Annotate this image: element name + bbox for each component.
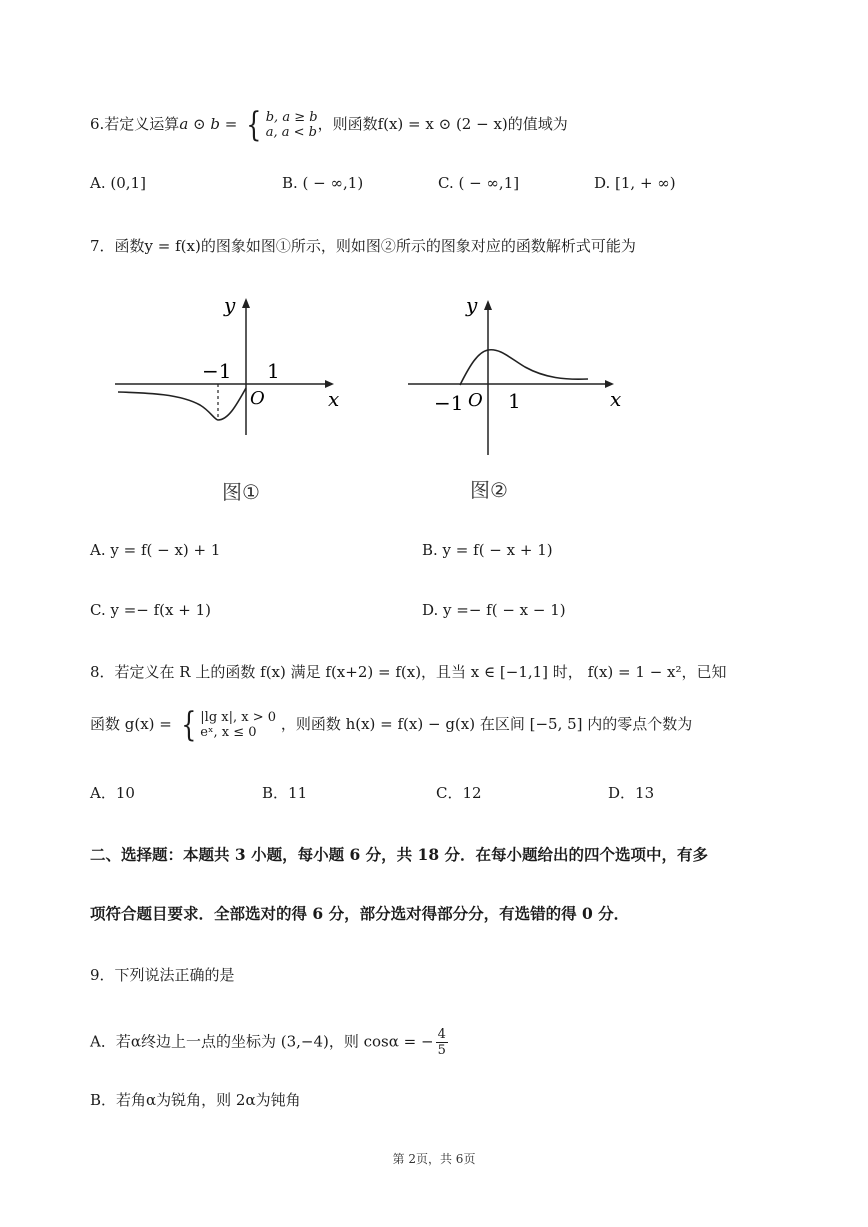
q9-fraction-numerator: 4: [437, 1027, 446, 1042]
q7-option-b: B. y = f( − x + 1): [422, 541, 553, 559]
fig1-label-o: O: [250, 388, 265, 409]
q8-piecewise: [177, 705, 277, 745]
fig2-label-1: 1: [508, 389, 521, 413]
q6-brace: {: [246, 105, 262, 145]
q7-option-c: C. y =− f(x + 1): [90, 601, 211, 619]
q9-fraction-denominator: 5: [437, 1043, 446, 1058]
fig1-label-minus1: −1: [202, 359, 232, 383]
q6-option-b: B. ( − ∞,1): [282, 174, 364, 192]
q8-g-prefix: 函数 g(x) =: [90, 715, 172, 733]
q8-brace: {: [180, 705, 197, 745]
fig2-label-y: y: [466, 293, 478, 317]
q7-option-d: D. y =− f( − x − 1): [422, 601, 566, 619]
q7-stem: 7．函数y = f(x)的图象如图①所示，则如图②所示的图象对应的函数解析式可能为: [90, 237, 636, 255]
figure-2: [400, 290, 640, 460]
fig2-curve: [460, 350, 588, 385]
page-footer: 第 2页，共 6页: [392, 1152, 476, 1166]
q6-option-a: A. (0,1]: [90, 174, 146, 192]
q8-option-c: C．12: [436, 784, 482, 802]
q6-suffix: ，则函数f(x) = x ⊙ (2 − x)的值域为: [317, 115, 568, 133]
q8-g-definition: [90, 705, 693, 745]
q6-piecewise: [242, 105, 318, 145]
fig1-label-y: y: [224, 293, 236, 317]
fig2-caption: 图②: [470, 478, 508, 502]
section2-heading-line2: 项符合题目要求．全部选对的得 6 分，部分选对得部分分，有选错的得 0 分．: [90, 904, 630, 923]
q6-prefix: 6.若定义运算: [90, 115, 180, 133]
q9-option-a-fraction: [436, 1027, 448, 1058]
q8-g-suffix: ，则函数 h(x) = f(x) − g(x) 在区间 [−5, 5] 内的零点个数为: [280, 715, 693, 733]
q6-op-expr: a ⊙ b =: [179, 115, 238, 133]
fig1-label-1: 1: [267, 359, 280, 383]
q8-option-a: A．10: [90, 784, 135, 802]
fig1-label-x: x: [328, 387, 340, 411]
q9-option-a: [90, 1027, 448, 1058]
q6-case2: a, a < b: [265, 125, 317, 140]
q8-stem: 8．若定义在 R 上的函数 f(x) 满足 f(x+2) = f(x)，且当 x ∈ [−1,1] 时， f(x) = 1 − x²，已知: [90, 663, 727, 681]
q6-option-c: C. ( − ∞,1]: [438, 174, 520, 192]
fig1-curve: [118, 388, 246, 420]
q8-g-case1: |lg x|, x > 0: [200, 710, 277, 725]
q9-option-b: B．若角α为锐角，则 2α为钝角: [90, 1091, 301, 1109]
q8-option-d: D．13: [608, 784, 655, 802]
q9-stem: 9．下列说法正确的是: [90, 966, 235, 984]
fig2-label-x: x: [610, 387, 622, 411]
fig2-y-arrow: [484, 300, 492, 310]
q8-g-case2: eˣ, x ≤ 0: [200, 725, 257, 740]
fig1-caption: 图①: [222, 480, 260, 504]
fig2-label-minus1: −1: [434, 391, 464, 415]
figure-1: [110, 290, 350, 440]
q9-option-a-text: A．若α终边上一点的坐标为 (3,−4)，则 cosα = −: [90, 1032, 434, 1051]
q6-case1: b, a ≥ b: [265, 110, 318, 125]
q6-stem: [90, 105, 568, 145]
fig1-y-arrow: [242, 298, 250, 308]
q7-option-a: A. y = f( − x) + 1: [90, 541, 221, 559]
q6-option-d: D. [1, + ∞): [594, 174, 676, 192]
section2-heading-line1: 二、选择题：本题共 3 小题，每小题 6 分，共 18 分．在每小题给出的四个选项中，有多: [90, 845, 709, 864]
q8-option-b: B．11: [262, 784, 308, 802]
fig2-label-o: O: [468, 390, 483, 411]
